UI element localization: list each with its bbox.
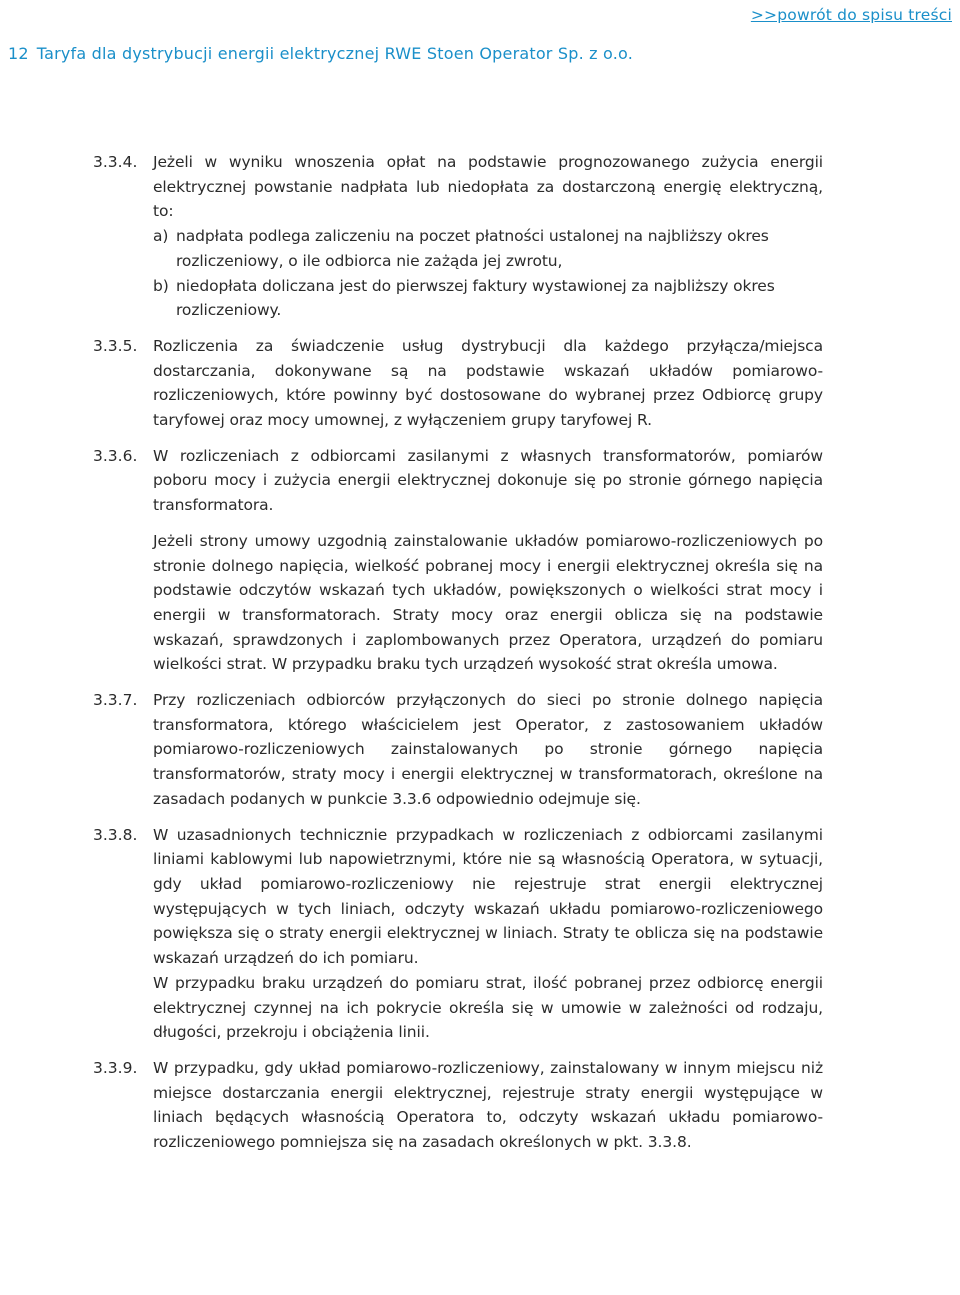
list-marker: a) [153, 227, 169, 246]
section-paragraph: W rozliczeniach z odbiorcami zasilanymi z własnych transformatorów, pomiarów poboru mocy i zużycia energii elektrycznej dokonuje się po stronie górnego napięcia transformatora. [153, 446, 823, 515]
section-number: 3.3.6. [93, 446, 138, 465]
section-number: 3.3.4. [93, 153, 138, 171]
section-3-3-8 [0, 823, 960, 1045]
section-paragraph: Przy rozliczeniach odbiorców przyłączonych do sieci po stronie dolnego napięcia transformatora, którego właścicielem jest Operator, z zastosowaniem układów pomiarowo-rozliczeniowych zainstalowanych po stronie górnego napięcia transformatorów, straty mocy i energii elektrycznej w transformatorach, określone na zasadach podanych w punkcie 3.3.6 odpowiednio odejmuje się. [153, 691, 823, 808]
list-item-text: nadpłata podlega zaliczeniu na poczet płatności ustalonej na najbliższy okres rozliczeniowy, o ile odbiorca nie zażąda jej zwrotu, [176, 227, 769, 270]
section-paragraph: W przypadku braku urządzeń do pomiaru strat, ilość pobranej przez odbiorcę energii elektrycznej czynnej na ich pokrycie określa się w umowie w zależności od rodzaju, długości, przekroju i obciążenia linii. [153, 973, 823, 1042]
list-item-text: niedopłata doliczana jest do pierwszej faktury wystawionej za najbliższy okres rozliczeniowy. [176, 276, 775, 320]
section-3-3-6 [0, 444, 960, 677]
page-header [8, 44, 633, 63]
section-3-3-9 [0, 1056, 960, 1155]
document-body [0, 150, 960, 1166]
list-marker: b) [153, 276, 169, 295]
section-3-3-4 [0, 150, 960, 323]
section-number: 3.3.8. [93, 825, 138, 844]
page-number: 12 [8, 44, 29, 63]
section-number: 3.3.9. [93, 1058, 138, 1077]
section-3-3-7 [0, 688, 960, 812]
section-paragraph: Rozliczenia za świadczenie usług dystrybucji dla każdego przyłącza/miejsca dostarczania, dokonywane są na podstawie wskazań układów pomiarowo-rozliczeniowych, które powinny być dostosowane do wybranej przez Odbiorcę grupy taryfowej oraz mocy umownej, z wyłączeniem grupy taryfowej R. [153, 336, 823, 430]
section-3-3-5 [0, 334, 960, 433]
section-paragraph: Jeżeli w wyniku wnoszenia opłat na podstawie prognozowanego zużycia energii elektrycznej powstanie nadpłata lub niedopłata za dostarczoną energię elektryczną, to: [153, 153, 823, 221]
section-number: 3.3.7. [93, 691, 138, 710]
list-item [153, 274, 823, 323]
list-item [153, 224, 823, 273]
section-paragraph: Jeżeli strony umowy uzgodnią zainstalowanie układów pomiarowo-rozliczeniowych po stronie dolnego napięcia, wielkość pobranej mocy i energii elektrycznej określa się na podstawie odczytów wskazań tych układów, powiększonych o wielkości strat mocy i energii w transformatorach. Straty mocy oraz energii oblicza się na podstawie wskazań, sprawdzonych i zaplombowanych przez Operatora, urządzeń do pomiaru wielkości strat. W przypadku braku tych urządzeń wysokość strat określa umowa. [153, 531, 823, 674]
document-title: Taryfa dla dystrybucji energii elektrycznej RWE Stoen Operator Sp. z o.o. [36, 44, 634, 63]
back-to-toc-link[interactable]: >>powrót do spisu treści [750, 6, 952, 24]
section-paragraph: W uzasadnionych technicznie przypadkach w rozliczeniach z odbiorcami zasilanymi liniami kablowymi lub napowietrznymi, które nie są własnością Operatora, w sytuacji, gdy układ pomiarowo-rozliczeniowy nie rejestruje strat energii elektrycznej występujących w tych liniach, odczyty wskazań układu pomiarowo-rozliczeniowego powiększa się o straty energii elektrycznej w liniach. Straty te oblicza się na podstawie wskazań urządzeń do ich pomiaru. [153, 825, 823, 968]
section-paragraph: W przypadku, gdy układ pomiarowo-rozliczeniowy, zainstalowany w innym miejscu niż miejsce dostarczania energii elektrycznej, rejestruje straty energii występujące w liniach będących własnością Operatora to, odczyty wskazań układu pomiarowo-rozliczeniowego pomniejsza się na zasadach określonych w pkt. 3.3.8. [153, 1058, 823, 1152]
section-number: 3.3.5. [93, 336, 138, 355]
